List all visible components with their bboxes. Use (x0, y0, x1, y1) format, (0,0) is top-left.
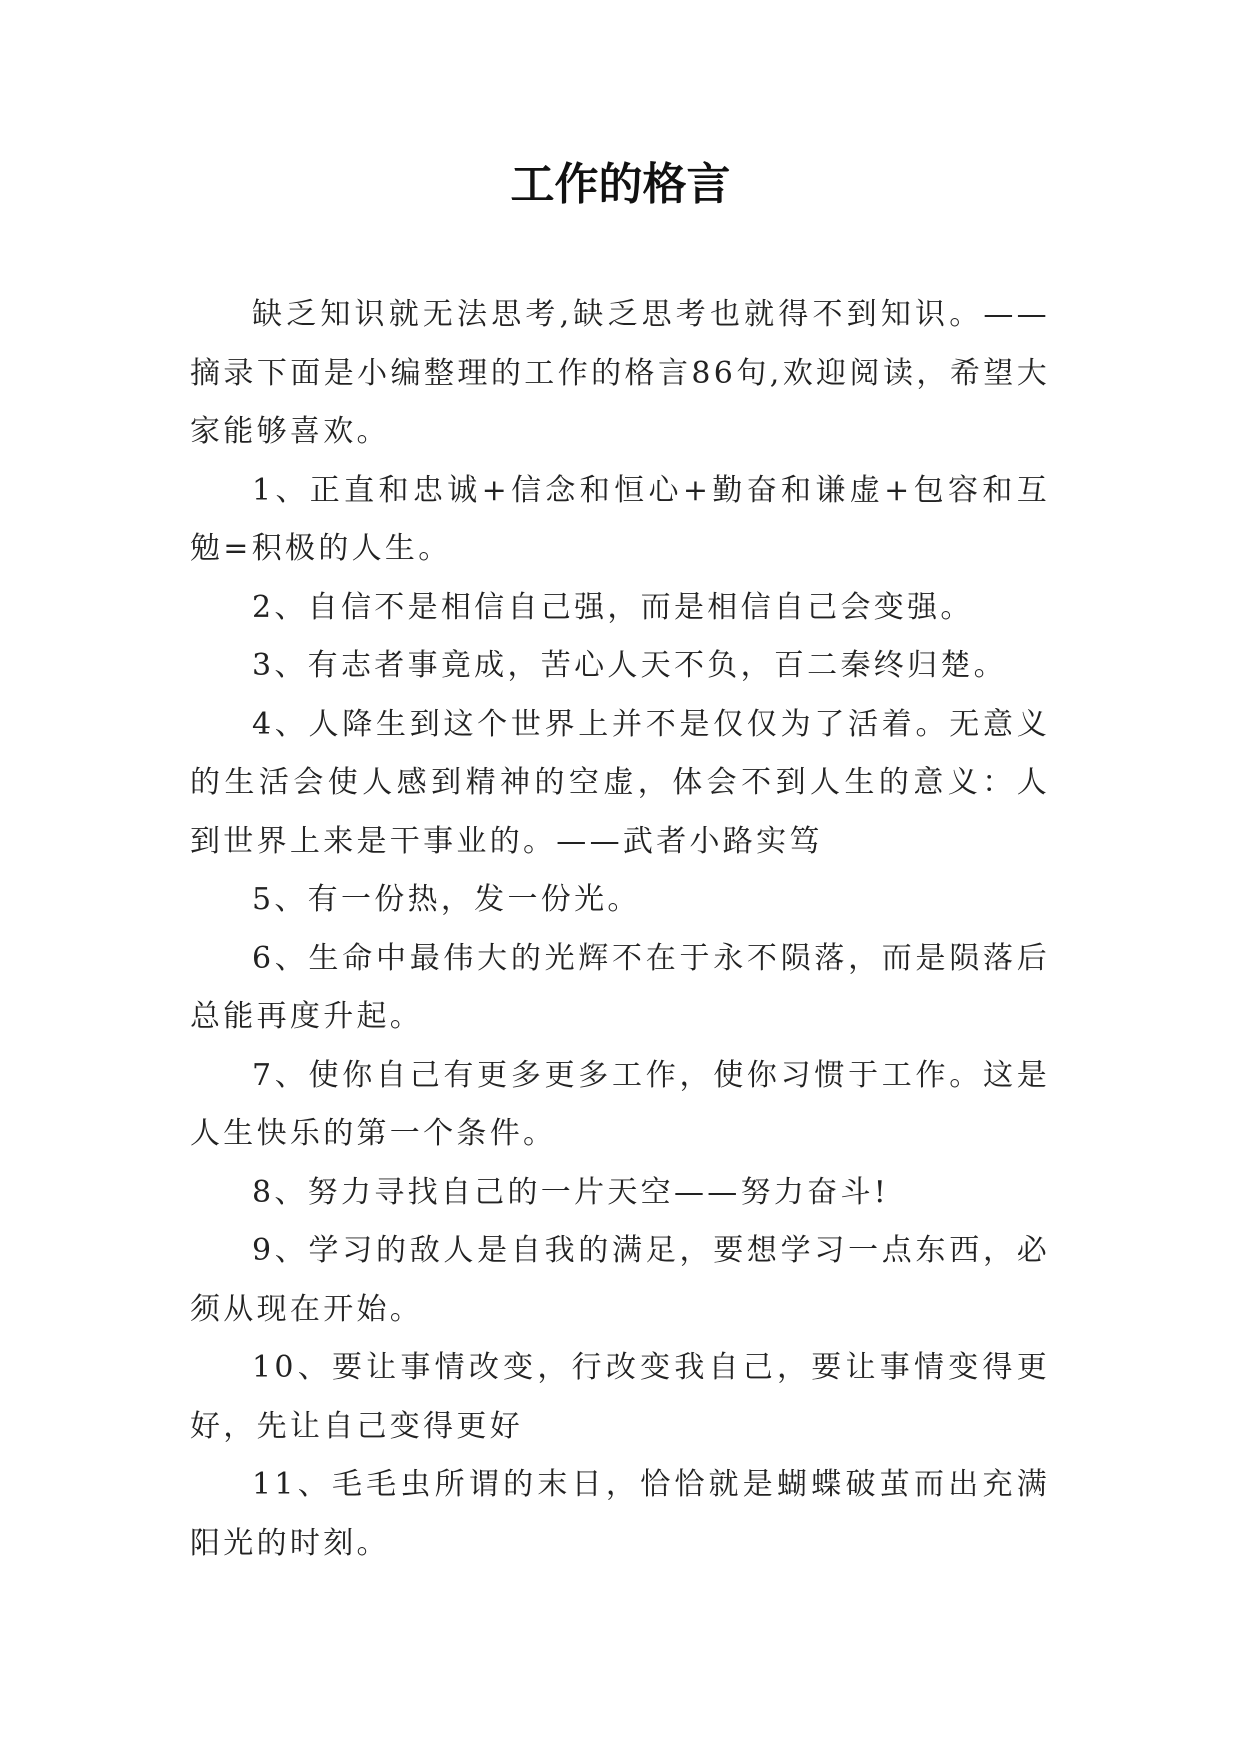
intro-paragraph: 缺乏知识就无法思考,缺乏思考也就得不到知识。——摘录下面是小编整理的工作的格言86句,欢迎阅读，希望大家能够喜欢。 (190, 297, 1050, 449)
quote-item-8: 8、努力寻找自己的一片天空——努力奋斗! (252, 1174, 890, 1210)
quote-item-6: 6、生命中最伟大的光辉不在于永不陨落，而是陨落后总能再度升起。 (190, 940, 1050, 1034)
document-body (190, 286, 1050, 1573)
quote-item-3: 3、有志者事竟成，苦心人天不负，百二秦终归楚。 (252, 648, 1007, 683)
quote-item-4: 4、人降生到这个世界上并不是仅仅为了活着。无意义的生活会使人感到精神的空虚，体会不到人生的意义：人到世界上来是干事业的。——武者小路实笃 (190, 706, 1050, 859)
quote-item-5: 5、有一份热，发一份光。 (252, 882, 641, 917)
quote-item-10: 10、要让事情改变，行改变我自己，要让事情变得更好，先让自己变得更好 (190, 1350, 1050, 1444)
quote-item-1: 1、正直和忠诚+信念和恒心+勤奋和谦虚+包容和互勉=积极的人生。 (190, 472, 1050, 566)
quote-item-7: 7、使你自己有更多更多工作，使你习惯于工作。这是人生快乐的第一个条件。 (190, 1057, 1050, 1151)
quote-item-11: 11、毛毛虫所谓的末日，恰恰就是蝴蝶破茧而出充满阳光的时刻。 (190, 1467, 1050, 1561)
document-title: 工作的格言 (510, 159, 731, 210)
quote-item-9: 9、学习的敌人是自我的满足，要想学习一点东西，必须从现在开始。 (190, 1233, 1050, 1327)
quote-item-2: 2、自信不是相信自己强，而是相信自己会变强。 (252, 589, 974, 625)
